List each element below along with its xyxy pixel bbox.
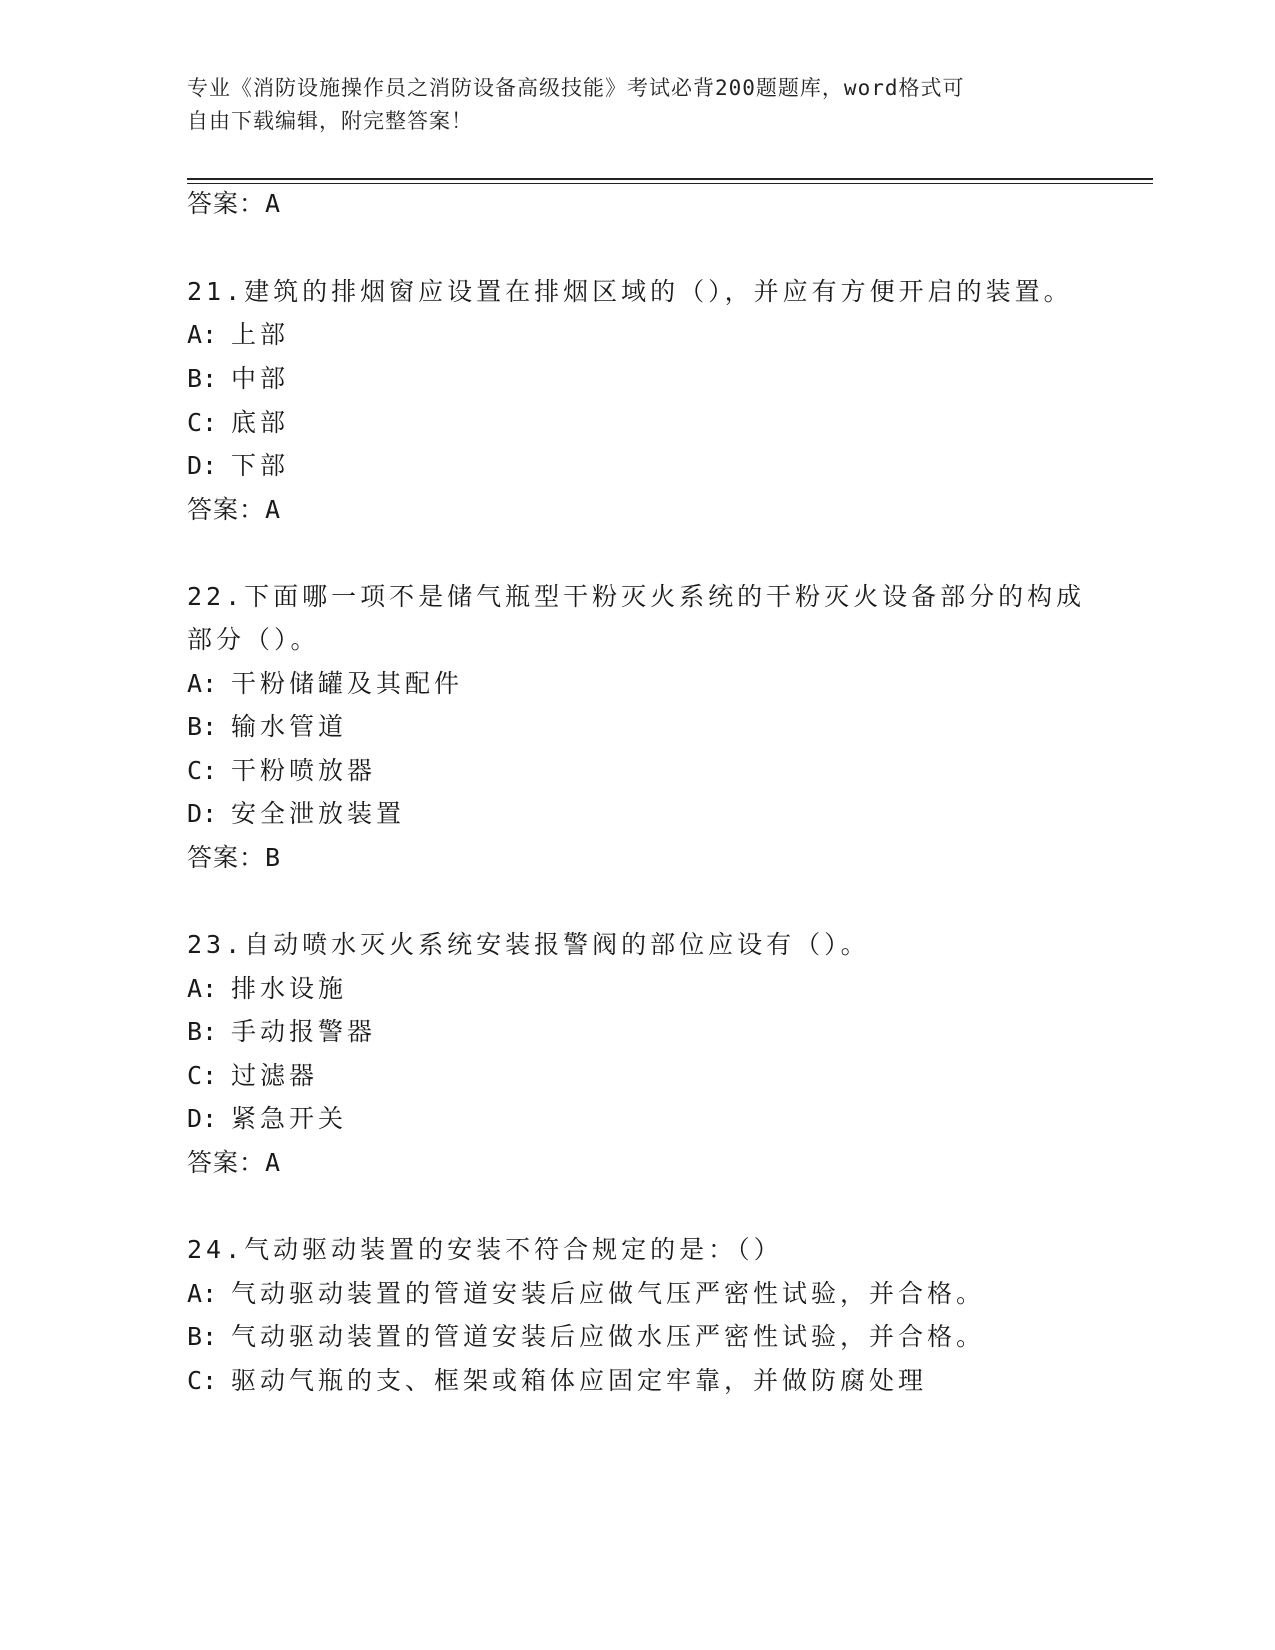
option-letter: D:: [187, 451, 218, 480]
header-divider-top: [187, 178, 1153, 180]
option-letter: A:: [187, 1279, 218, 1308]
option-letter: A:: [187, 669, 218, 698]
question-23-answer: 答案：A: [187, 1148, 282, 1177]
option-letter: D:: [187, 799, 218, 828]
option-letter: A:: [187, 974, 218, 1003]
header-divider-bottom: [187, 183, 1153, 184]
option-text: 底部: [231, 408, 290, 437]
option-text: 中部: [231, 364, 290, 393]
option-letter: A:: [187, 320, 218, 349]
option-text: 排水设施: [231, 974, 348, 1003]
question-21-answer: 答案：A: [187, 495, 282, 524]
option-text: 上部: [231, 320, 290, 349]
option-text: 紧急开关: [231, 1104, 348, 1133]
question-22-text-line-2: 部分（）。: [187, 625, 320, 654]
option-letter: D:: [187, 1104, 218, 1133]
option-text: 气动驱动装置的管道安装后应做水压严密性试验，并合格。: [231, 1322, 986, 1351]
option-text: 安全泄放装置: [231, 799, 406, 828]
option-letter: B:: [187, 364, 218, 393]
question-23-option-c: [187, 1059, 318, 1093]
question-22-option-d: [187, 797, 405, 831]
option-letter: C:: [187, 408, 218, 437]
option-letter: B:: [187, 1017, 218, 1046]
option-text: 驱动气瓶的支、框架或箱体应固定牢靠，并做防腐处理: [231, 1366, 928, 1395]
question-21-text: 21.建筑的排烟窗应设置在排烟区域的（），并应有方便开启的装置。: [187, 277, 1073, 306]
question-24-option-c: [187, 1364, 927, 1398]
question-23-text: 23.自动喷水灭火系统安装报警阀的部位应设有（）。: [187, 930, 870, 959]
header-line-2: 自由下载编辑，附完整答案！: [187, 109, 473, 133]
question-23-option-d: [187, 1102, 347, 1136]
question-22-text-line-1: 22.下面哪一项不是储气瓶型干粉灭火系统的干粉灭火设备部分的构成: [187, 582, 1086, 611]
question-21-option-d: [187, 449, 289, 483]
question-21-option-b: [187, 362, 289, 396]
option-letter: B:: [187, 1322, 218, 1351]
header-line-1: 专业《消防设施操作员之消防设备高级技能》考试必背200题题库，word格式可: [187, 76, 965, 100]
option-letter: B:: [187, 712, 218, 741]
question-24-text: 24.气动驱动装置的安装不符合规定的是：（）: [187, 1235, 783, 1264]
question-24-option-b: [187, 1320, 985, 1354]
question-23-option-b: [187, 1015, 376, 1049]
option-text: 输水管道: [231, 712, 348, 741]
document-header: [187, 72, 1067, 138]
question-22-answer: 答案：B: [187, 843, 282, 872]
option-text: 干粉喷放器: [231, 756, 377, 785]
question-23-option-a: [187, 972, 347, 1006]
previous-answer: 答案：A: [187, 189, 282, 218]
option-letter: C:: [187, 756, 218, 785]
option-letter: C:: [187, 1366, 218, 1395]
question-21-option-c: [187, 406, 289, 440]
question-24-option-a: [187, 1277, 985, 1311]
question-21-option-a: [187, 318, 289, 352]
option-text: 过滤器: [231, 1061, 319, 1090]
option-text: 气动驱动装置的管道安装后应做气压严密性试验，并合格。: [231, 1279, 986, 1308]
question-22-option-a: [187, 667, 463, 701]
option-text: 下部: [231, 451, 290, 480]
option-text: 干粉储罐及其配件: [231, 669, 464, 698]
question-22-option-b: [187, 710, 347, 744]
option-letter: C:: [187, 1061, 218, 1090]
option-text: 手动报警器: [231, 1017, 377, 1046]
question-22-option-c: [187, 754, 376, 788]
